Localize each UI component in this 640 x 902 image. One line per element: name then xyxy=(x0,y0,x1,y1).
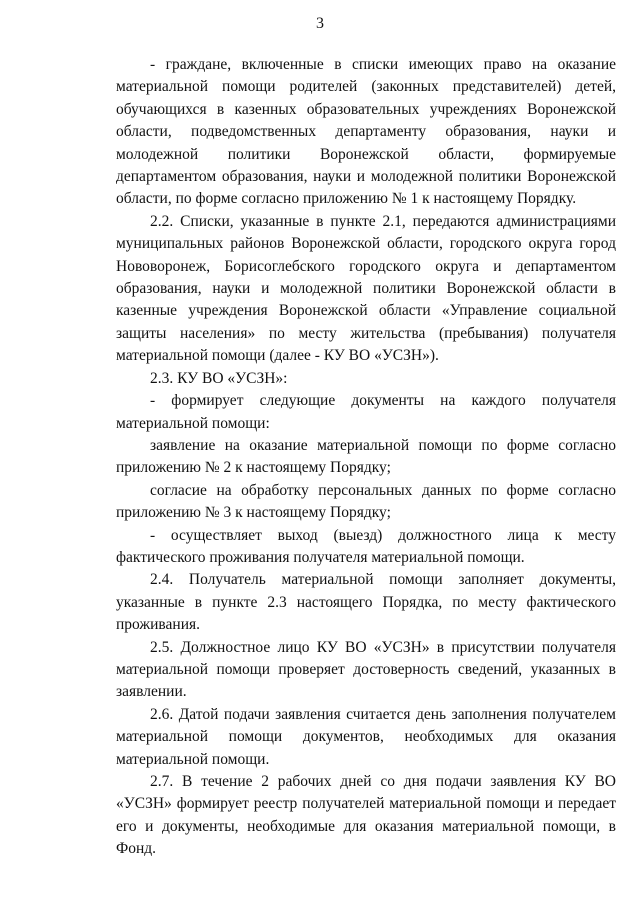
paragraph-2-3-documents: - формирует следующие документы на каждого получателя материальной помощи: xyxy=(116,392,616,432)
paragraph-official-visit: - осуществляет выход (выезд) должностного лица к месту фактического проживания получателя материальной помощи. xyxy=(116,526,616,566)
paragraph-2-2: 2.2. Списки, указанные в пункте 2.1, передаются администрациями муниципальных районов Воронежской области, городского округа город Нововоронеж, Борисоглебского городского округа и департаментом образования, науки и молодежной политики Воронежской области в казенные учреждения Воронежской области «Управление социальной защиты населения» по месту жительства (пребывания) получателя материальной помощи (далее - КУ ВО «УСЗН»). xyxy=(116,212,616,365)
paragraph-consent-form: согласие на обработку персональных данных по форме согласно приложению № 3 к настоящему Порядку; xyxy=(116,481,616,522)
paragraph-2-4: 2.4. Получатель материальной помощи заполняет документы, указанные в пункте 2.3 настоящего Порядка, по месту фактического проживания. xyxy=(116,571,616,634)
document-body xyxy=(116,54,616,861)
paragraph-application-form: заявление на оказание материальной помощи по форме согласно приложению № 2 к настоящему Порядку; xyxy=(116,436,616,477)
paragraph-2-7: 2.7. В течение 2 рабочих дней со дня подачи заявления КУ ВО «УСЗН» формирует реестр получателей материальной помощи и передает его и документы, необходимые для оказания материальной помощи, в Фонд. xyxy=(116,773,616,858)
paragraph-2-6: 2.6. Датой подачи заявления считается день заполнения получателем материальной помощи документов, необходимых для оказания материальной помощи. xyxy=(116,705,616,768)
paragraph-2-3: 2.3. КУ ВО «УСЗН»: xyxy=(150,369,288,387)
page-number: 3 xyxy=(316,15,324,32)
paragraph-2-5: 2.5. Должностное лицо КУ ВО «УСЗН» в присутствии получателя материальной помощи проверяет достоверность сведений, указанных в заявлении. xyxy=(116,638,616,701)
paragraph-recipients-list-bullet: - граждане, включенные в списки имеющих право на оказание материальной помощи родителей (законных представителей) детей, обучающихся в казенных образовательных учреждениях Воронежской области, подведомственных департаменту образования, науки и молодежной политики Воронежской области, формируемые департаментом образования, науки и молодежной политики Воронежской области, по форме согласно приложению № 1 к настоящему Порядку. xyxy=(116,56,616,208)
